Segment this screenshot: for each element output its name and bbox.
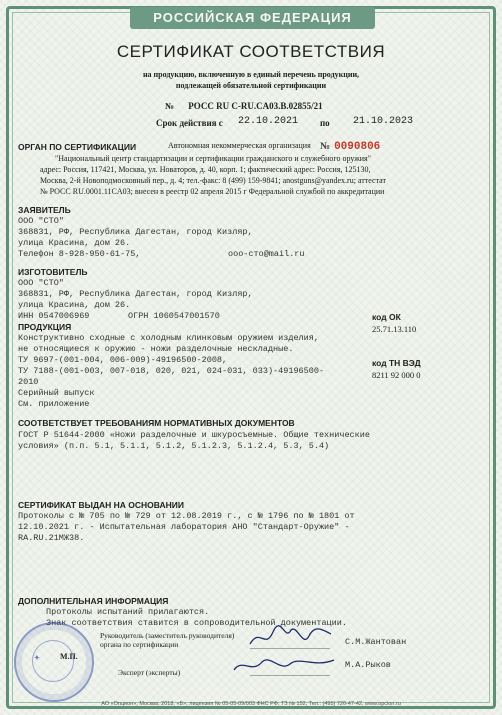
cert-body-line-1: "Национальный центр стандартизации и сертификации гражданского и служебного оружия" bbox=[55, 154, 371, 163]
validity-to: 21.10.2023 bbox=[353, 116, 414, 127]
okp-code-value: 25.71.13.110 bbox=[372, 324, 417, 334]
serial-prefix: № bbox=[320, 141, 331, 152]
subtitle-line-1: на продукцию, включенную в единый перечень продукции, bbox=[142, 70, 360, 79]
applicant-line-1: ООО "СТО" bbox=[18, 216, 64, 226]
cert-body-line-2: адрес: Россия, 117421, Москва, ул. Новаторов, д. 40, корп. 1; фактический адрес: Россия, 125130, bbox=[40, 165, 371, 174]
manufacturer-line-3: улица Красина, дом 26. bbox=[18, 300, 131, 310]
manufacturer-line-1: ООО "СТО" bbox=[18, 278, 64, 288]
product-heading: ПРОДУКЦИЯ bbox=[18, 322, 72, 332]
cert-body-heading: ОРГАН ПО СЕРТИФИКАЦИИ bbox=[18, 142, 137, 152]
product-line-7: См. приложение bbox=[18, 399, 90, 409]
certificate-title: СЕРТИФИКАТ СООТВЕТСТВИЯ bbox=[116, 42, 386, 61]
validity-to-label: по bbox=[320, 118, 330, 128]
country-header: РОССИЙСКАЯ ФЕДЕРАЦИЯ bbox=[130, 7, 375, 29]
expert-name: М.А.Рыков bbox=[345, 660, 391, 670]
applicant-line-2: 368831, РФ, Республика Дагестан, город Кизляр, bbox=[18, 227, 253, 237]
basis-line-3: RA.RU.21МЖ38. bbox=[18, 533, 85, 543]
cert-body-org-type: Автономная некоммерческая организация bbox=[168, 141, 311, 150]
head-handwritten-signature bbox=[245, 622, 335, 652]
registration-label: № bbox=[165, 101, 175, 111]
additional-line-1: Протоколы испытаний прилагаются. bbox=[46, 607, 210, 617]
validity-from: 22.10.2021 bbox=[238, 116, 299, 127]
product-line-5: 2010 bbox=[18, 377, 39, 387]
compliance-heading: СООТВЕТСТВУЕТ ТРЕБОВАНИЯМ НОРМАТИВНЫХ ДОКУМЕНТОВ bbox=[18, 418, 295, 428]
tnved-code-label: код ТН ВЭД bbox=[372, 358, 421, 368]
expert-label: Эксперт (эксперты) bbox=[118, 668, 181, 677]
cert-body-line-3: Москва, 2-й Новоподмосковный пер., д. 4; тел.-факс: 8 (499) 159-9841; anostguns@yandex.ru; аттестат bbox=[40, 176, 387, 185]
product-line-2: не относящиеся к оружию - ножи разделочные нескладные. bbox=[18, 344, 294, 354]
compliance-line-1: ГОСТ Р 51644-2000 «Ножи разделочные и шкуросъемные. Общие технические bbox=[18, 430, 370, 440]
product-line-6: Серийный выпуск bbox=[18, 388, 95, 398]
product-line-1: Конструктивно сходные с холодным клинковым оружием изделия, bbox=[18, 333, 319, 343]
head-signatory-sublabel: органа по сертификации bbox=[100, 640, 179, 649]
additional-heading: ДОПОЛНИТЕЛЬНАЯ ИНФОРМАЦИЯ bbox=[18, 596, 169, 606]
additional-line-2: Знак соответствия ставится в сопроводительной документации. bbox=[46, 618, 347, 628]
applicant-email: ооо-сто@mail.ru bbox=[228, 249, 305, 259]
basis-line-2: 12.10.2021 г. - Испытательная лаборатория АНО "Стандарт-Оружие" - bbox=[18, 522, 350, 532]
applicant-heading: ЗАЯВИТЕЛЬ bbox=[18, 205, 71, 215]
product-line-3: ТУ 9697-(001-004, 006-009)-49196500-2008, bbox=[18, 355, 228, 365]
okp-code-label: код ОК bbox=[372, 312, 401, 322]
serial-number bbox=[320, 136, 380, 154]
compliance-line-2: условия» (п.п. 5.1, 5.1.1, 5.1.2, 5.1.2.3, 5.1.2.4, 5.3, 5.4) bbox=[18, 441, 330, 451]
basis-line-1: Протоколы с № 705 по № 729 от 12.08.2019 г., с № 1796 по № 1801 от bbox=[18, 511, 355, 521]
expert-handwritten-signature bbox=[230, 650, 340, 678]
manufacturer-ogrn: ОГРН 1060547001570 bbox=[128, 311, 220, 321]
tnved-code-value: 8211 92 000 0 bbox=[372, 370, 421, 380]
cert-body-line-4: № РОСС RU.0001.11CA03; внесен в реестр 02 апреля 2015 г Федеральной службой по аккредитации bbox=[40, 187, 385, 196]
registration-value: РОСС RU C-RU.CA03.B.02855/21 bbox=[188, 101, 323, 111]
registration-number bbox=[165, 101, 323, 111]
subtitle-line-2: подлежащей обязательной сертификации bbox=[175, 81, 327, 90]
serial-value: 0090806 bbox=[334, 141, 381, 153]
seal-center-mark: ✦ bbox=[34, 655, 40, 662]
applicant-line-3: улица Красина, дом 26. bbox=[18, 238, 131, 248]
validity-label: Срок действия с bbox=[156, 118, 223, 128]
organization-seal bbox=[14, 622, 94, 702]
head-signatory-name: С.М.Жантован bbox=[345, 637, 407, 647]
applicant-phone: Телефон 8-928-950-61-75, bbox=[18, 249, 141, 259]
manufacturer-inn: ИНН 0547006969 bbox=[18, 311, 90, 321]
product-line-4: ТУ 7188-(001-003, 007-018, 020, 021, 024-031, 033)-49196500- bbox=[18, 366, 325, 376]
manufacturer-line-2: 368831, РФ, Республика Дагестан, город Кизляр, bbox=[18, 289, 253, 299]
stamp-label: М.П. bbox=[60, 652, 78, 661]
manufacturer-heading: ИЗГОТОВИТЕЛЬ bbox=[18, 267, 88, 277]
basis-heading: СЕРТИФИКАТ ВЫДАН НА ОСНОВАНИИ bbox=[18, 500, 184, 510]
head-signatory-label: Руководитель (заместитель руководителя) bbox=[100, 631, 235, 640]
printer-footer: АО «Опцион», Москва, 2018, «Б», лицензия № 05-05-09/003 ФНС РФ, ТЗ № 152, Тел.: (495) 726-47-42, www.opcion.ru bbox=[101, 701, 401, 707]
